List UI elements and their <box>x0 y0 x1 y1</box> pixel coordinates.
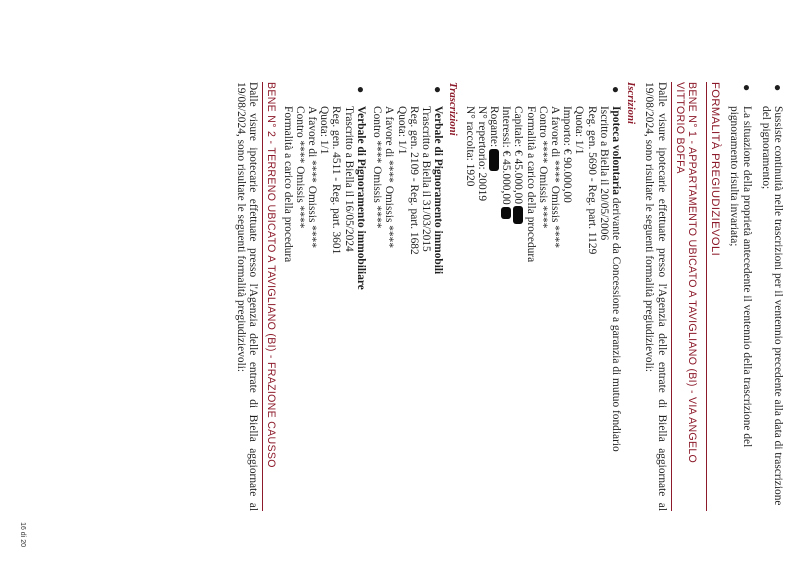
verbale-line: Trascritto a Biella il 31/03/2015 <box>419 106 432 252</box>
verbale-line: A favore di **** Omissis **** <box>306 106 319 249</box>
ipoteca-line: Quota: 1/1 <box>573 106 586 155</box>
rogante-label: Rogante: <box>487 106 500 148</box>
ipoteca-line: Importo: € 90.000,00 <box>561 106 574 203</box>
bene-2-intro: Dalle visure ipotecarie effettuate presso l'Agenzia delle entrate di Biella aggiornate al 19/08/2024, sono risultate le seguenti formalità pregiudizievoli: <box>235 82 260 511</box>
ipoteca-line <box>500 106 512 511</box>
bullet-icon: ● <box>353 86 368 94</box>
ipoteca-line: N° repertorio: 20019 <box>475 106 488 202</box>
ipoteca-line: Iscritto a Biella il 20/05/2006 <box>597 106 610 241</box>
interessi-text: Interessi: € 45.000,00 <box>500 106 513 205</box>
section-title: FORMALITÀ PREGIUDIZIEVOLI <box>706 82 721 511</box>
ipoteca-title: Ipoteca volontaria <box>609 106 622 195</box>
bullet-icon: ● <box>431 86 446 94</box>
ipoteca-entry <box>463 82 622 511</box>
trascrizioni-label: Trascrizioni <box>447 82 460 136</box>
bullet-icon: ● <box>608 86 623 94</box>
ipoteca-title-rest: derivante da Concessione a garanzia di mutuo fondiario <box>609 194 622 452</box>
bene-1-intro: Dalle visure ipotecarie effettuate presso l'Agenzia delle entrate di Biella aggiornate al 19/08/2024, sono risultate le seguenti formalità pregiudizievoli: <box>643 82 668 511</box>
list-item <box>760 82 784 511</box>
redaction-mark <box>489 149 499 171</box>
ipoteca-line: A favore di **** Omissis **** <box>548 106 561 249</box>
capitale-text: Capitale: € 45.000,00 <box>512 106 525 205</box>
bene-1-heading: BENE N° 1 - APPARTAMENTO UBICATO A TAVIGLIANO (BI) - VIA ANGELO VITTORIO BOFFA <box>671 82 698 511</box>
verbale-line: Reg. gen. 2109 - Reg. part. 1682 <box>407 106 420 255</box>
list-item <box>728 82 752 511</box>
bullet-icon: ● <box>739 84 754 92</box>
redaction-mark <box>513 206 523 224</box>
verbale-title: Verbale di Pignoramento immobiliare <box>354 106 367 290</box>
bullet-text: La situazione della proprietà antecedente il ventennio della trascrizione del pignoramento risulta invariata; <box>728 106 753 448</box>
ipoteca-title-line <box>610 106 622 511</box>
verbale-line: Formalità a carico della procedura <box>281 106 294 263</box>
verbale-line: Contro **** Omissis **** <box>293 106 306 229</box>
ipoteca-line: Reg. gen. 5690 - Reg. part. 1129 <box>585 106 598 255</box>
verbale-line: Quota: 1/1 <box>318 106 331 155</box>
ipoteca-line <box>512 106 524 511</box>
verbale-line: Trascritto a Biella il 16/05/2024 <box>342 106 355 252</box>
verbale-line: A favore di **** Omissis **** <box>383 106 396 249</box>
page-number: 16 di 20 <box>19 522 27 547</box>
ipoteca-line: N° raccolta: 1920 <box>463 106 476 187</box>
verbale-line: Contro **** Omissis **** <box>371 106 384 229</box>
verbale-line: Quota: 1/1 <box>395 106 408 155</box>
bene-2-heading: BENE N° 2 - TERRENO UBICATO A TAVIGLIANO (BI) - FRAZIONE CAUSSO <box>262 82 277 511</box>
verbale-line: Reg. gen. 4511 - Reg. part. 3601 <box>330 106 343 255</box>
verbale-title: Verbale di Pignoramento immobili <box>432 106 445 275</box>
bullet-text: Sussiste continuità nelle trascrizioni per il ventennio precedente alla data di trascrizione del pignoramento; <box>759 106 784 506</box>
verbale-entry <box>281 82 366 511</box>
ipoteca-line: Formalità a carico della procedura <box>524 106 537 263</box>
bullet-icon: ● <box>771 84 785 92</box>
ipoteca-line <box>488 106 500 511</box>
redaction-mark <box>501 207 511 219</box>
iscrizioni-label: Iscrizioni <box>625 82 638 125</box>
ipoteca-line: Contro **** Omissis **** <box>536 106 549 229</box>
verbale-entry <box>371 82 444 511</box>
